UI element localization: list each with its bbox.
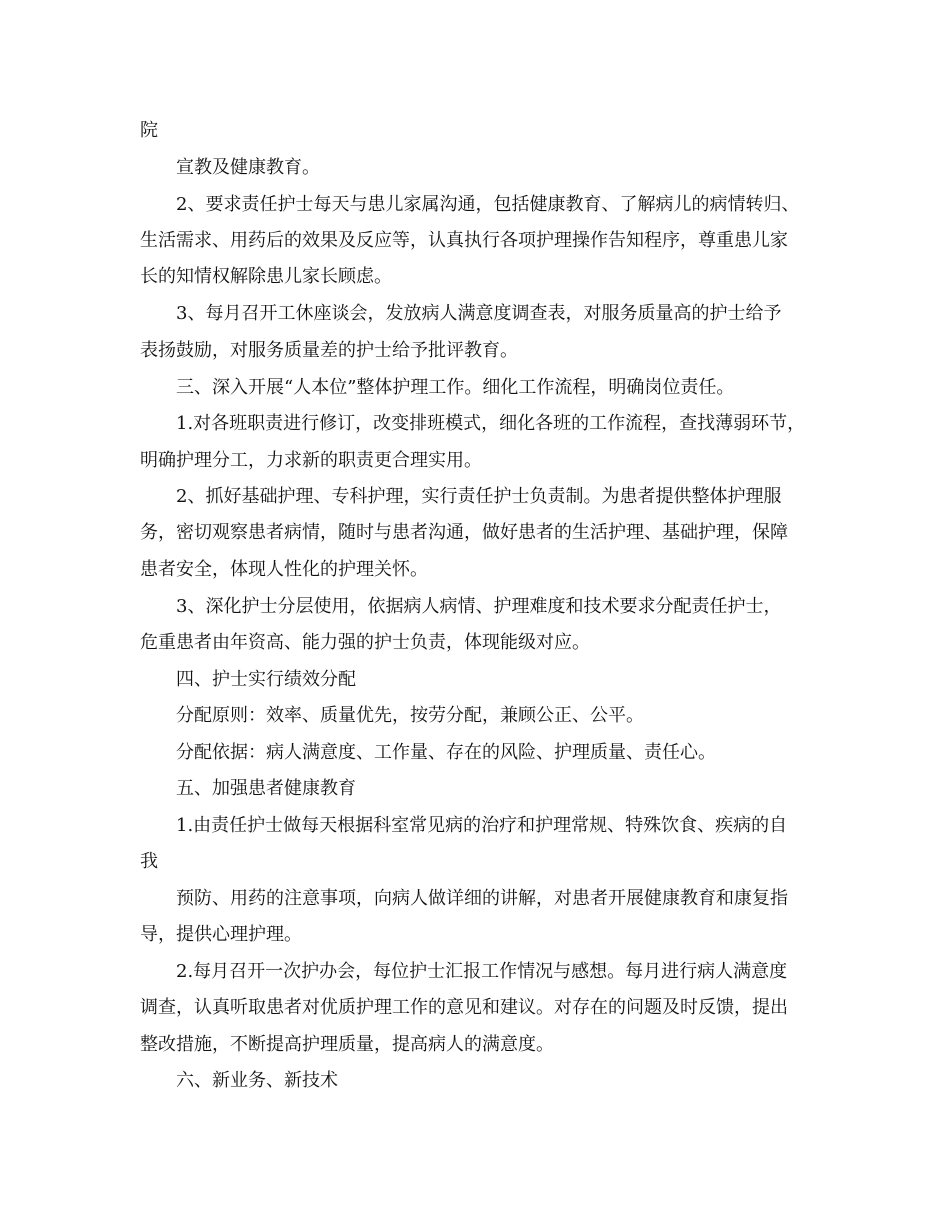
section-heading: 五、加强患者健康教育: [176, 778, 356, 799]
text-line: 分配依据：病人满意度、工作量、存在的风险、护理质量、责任心。: [176, 742, 716, 763]
text-line: 表扬鼓励，对服务质量差的护士给予批评教育。: [140, 340, 518, 361]
text-line: 明确护理分工，力求新的职责更合理实用。: [140, 450, 482, 471]
text-line: 导，提供心理护理。: [140, 924, 302, 945]
section-heading: 四、护士实行绩效分配: [176, 669, 356, 690]
text-line: 调查，认真听取患者对优质护理工作的意见和建议。对存在的问题及时反馈，提出: [140, 997, 788, 1018]
text-line: 宣教及健康教育。: [176, 157, 320, 178]
text-line: 分配原则：效率、质量优先，按劳分配，兼顾公正、公平。: [176, 705, 644, 726]
text-line: 务，密切观察患者病情，随时与患者沟通，做好患者的生活护理、基础护理，保障: [140, 522, 788, 543]
text-line: 危重患者由年资高、能力强的护士负责，体现能级对应。: [140, 632, 590, 653]
text-line: 院: [140, 120, 158, 141]
text-line: 3、每月召开工休座谈会，发放病人满意度调查表，对服务质量高的护士给予: [176, 303, 782, 324]
text-line: 预防、用药的注意事项，向病人做详细的讲解，对患者开展健康教育和康复指: [176, 888, 788, 909]
text-line: 2、抓好基础护理、专科护理，实行责任护士负责制。为患者提供整体护理服: [176, 486, 782, 507]
text-line: 我: [140, 851, 158, 872]
section-heading: 六、新业务、新技术: [176, 1070, 338, 1091]
text-line: 患者安全，体现人性化的护理关怀。: [140, 559, 428, 580]
text-line: 1.对各班职责进行修订，改变排班模式，细化各班的工作流程，查找薄弱环节，: [176, 413, 806, 434]
text-line: 整改措施，不断提高护理质量，提高病人的满意度。: [140, 1034, 554, 1055]
text-line: 3、深化护士分层使用，依据病人病情、护理难度和技术要求分配责任护士，: [176, 596, 782, 617]
section-heading: 三、深入开展“人本位”整体护理工作。细化工作流程，明确岗位责任。: [176, 377, 735, 398]
text-line: 生活需求、用药后的效果及反应等，认真执行各项护理操作告知程序，尊重患儿家: [140, 230, 788, 251]
text-line: 2.每月召开一次护办会，每位护士汇报工作情况与感想。每月进行病人满意度: [176, 961, 788, 982]
text-line: 2、要求责任护士每天与患儿家属沟通，包括健康教育、了解病儿的病情转归、: [176, 194, 800, 215]
text-line: 长的知情权解除患儿家长顾虑。: [140, 266, 392, 287]
text-line: 1.由责任护士做每天根据科室常见病的治疗和护理常规、特殊饮食、疾病的自: [176, 815, 788, 836]
